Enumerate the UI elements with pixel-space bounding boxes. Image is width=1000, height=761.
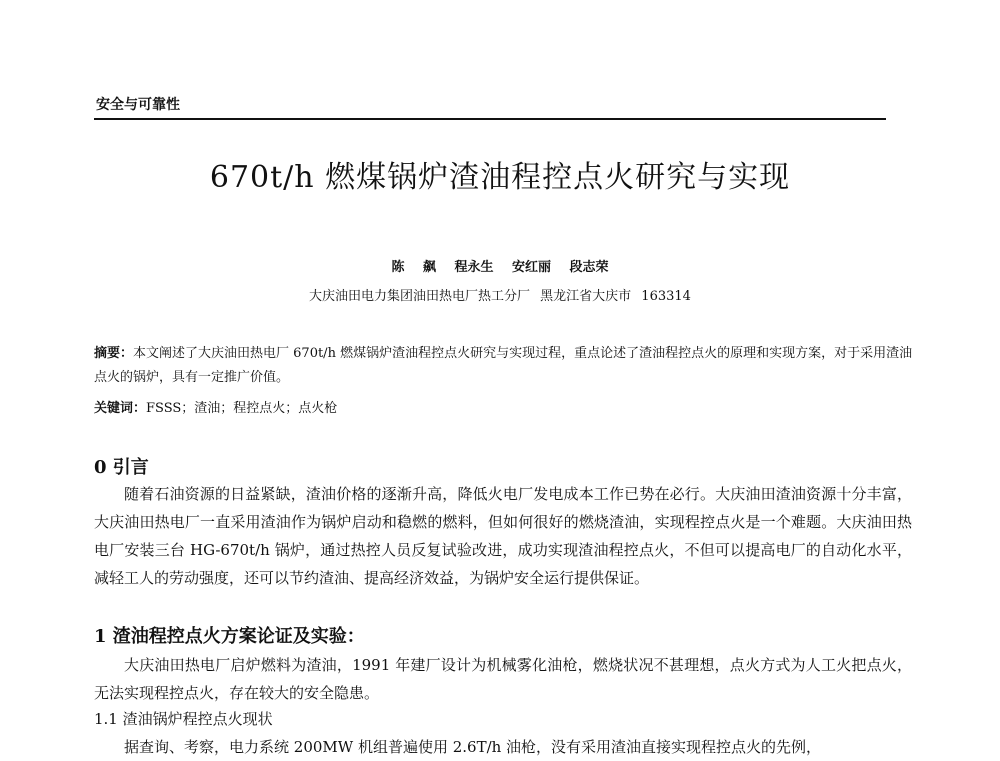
section-1-heading: 1 渣油程控点火方案论证及实验： — [94, 626, 365, 647]
section-1-1-paragraph: 据查询、考察，电力系统 200MW 机组普遍使用 2.6T/h 油枪，没有采用渣油直接实现程控点火的先例， — [124, 738, 822, 756]
keywords — [94, 397, 914, 416]
abstract-text: 本文阐述了大庆油田热电厂 670t/h 燃煤锅炉渣油程控点火研究与实现过程，重点论述了渣油程控点火的原理和实现方案，对于采用渣油点火的锅炉，具有一定推广价值。 — [94, 346, 913, 385]
section-1-1-heading: 1.1 渣油锅炉程控点火现状 — [94, 710, 273, 728]
header-rule — [94, 118, 886, 120]
abstract — [94, 342, 914, 390]
keywords-label: 关键词： — [94, 401, 147, 416]
abstract-label: 摘要： — [94, 346, 134, 361]
intro-heading: 0 引言 — [94, 457, 149, 478]
section-tag: 安全与可靠性 — [96, 97, 180, 113]
paper-authors: 陈 飙 程永生 安红丽 段志荣 — [391, 260, 609, 275]
paper-title: 670t/h 燃煤锅炉渣油程控点火研究与实现 — [209, 160, 791, 195]
section-1-paragraph: 大庆油田热电厂启炉燃料为渣油，1991 年建厂设计为机械雾化油枪，燃烧状况不甚理想，点火方式为人工火把点火，无法实现程控点火，存在较大的安全隐患。 — [94, 656, 912, 702]
keywords-text: FSSS；渣油；程控点火；点火枪 — [146, 401, 338, 416]
intro-paragraph: 随着石油资源的日益紧缺，渣油价格的逐渐升高，降低火电厂发电成本工作已势在必行。大庆油田渣油资源十分丰富，大庆油田热电厂一直采用渣油作为锅炉启动和稳燃的燃料，但如何很好的燃烧渣油，实现程控点火是一个难题。大庆油田热电厂安装三台 HG-670t/h 锅炉，通过热控人员反复试验改进，成功实现渣油程控点火，不但可以提高电厂的自动化水平，减轻工人的劳动强度，还可以节约渣油、提高经济效益，为锅炉安全运行提供保证。 — [94, 485, 912, 587]
paper-affiliation: 大庆油田电力集团油田热电厂热工分厂 黑龙江省大庆市 163314 — [309, 289, 691, 304]
